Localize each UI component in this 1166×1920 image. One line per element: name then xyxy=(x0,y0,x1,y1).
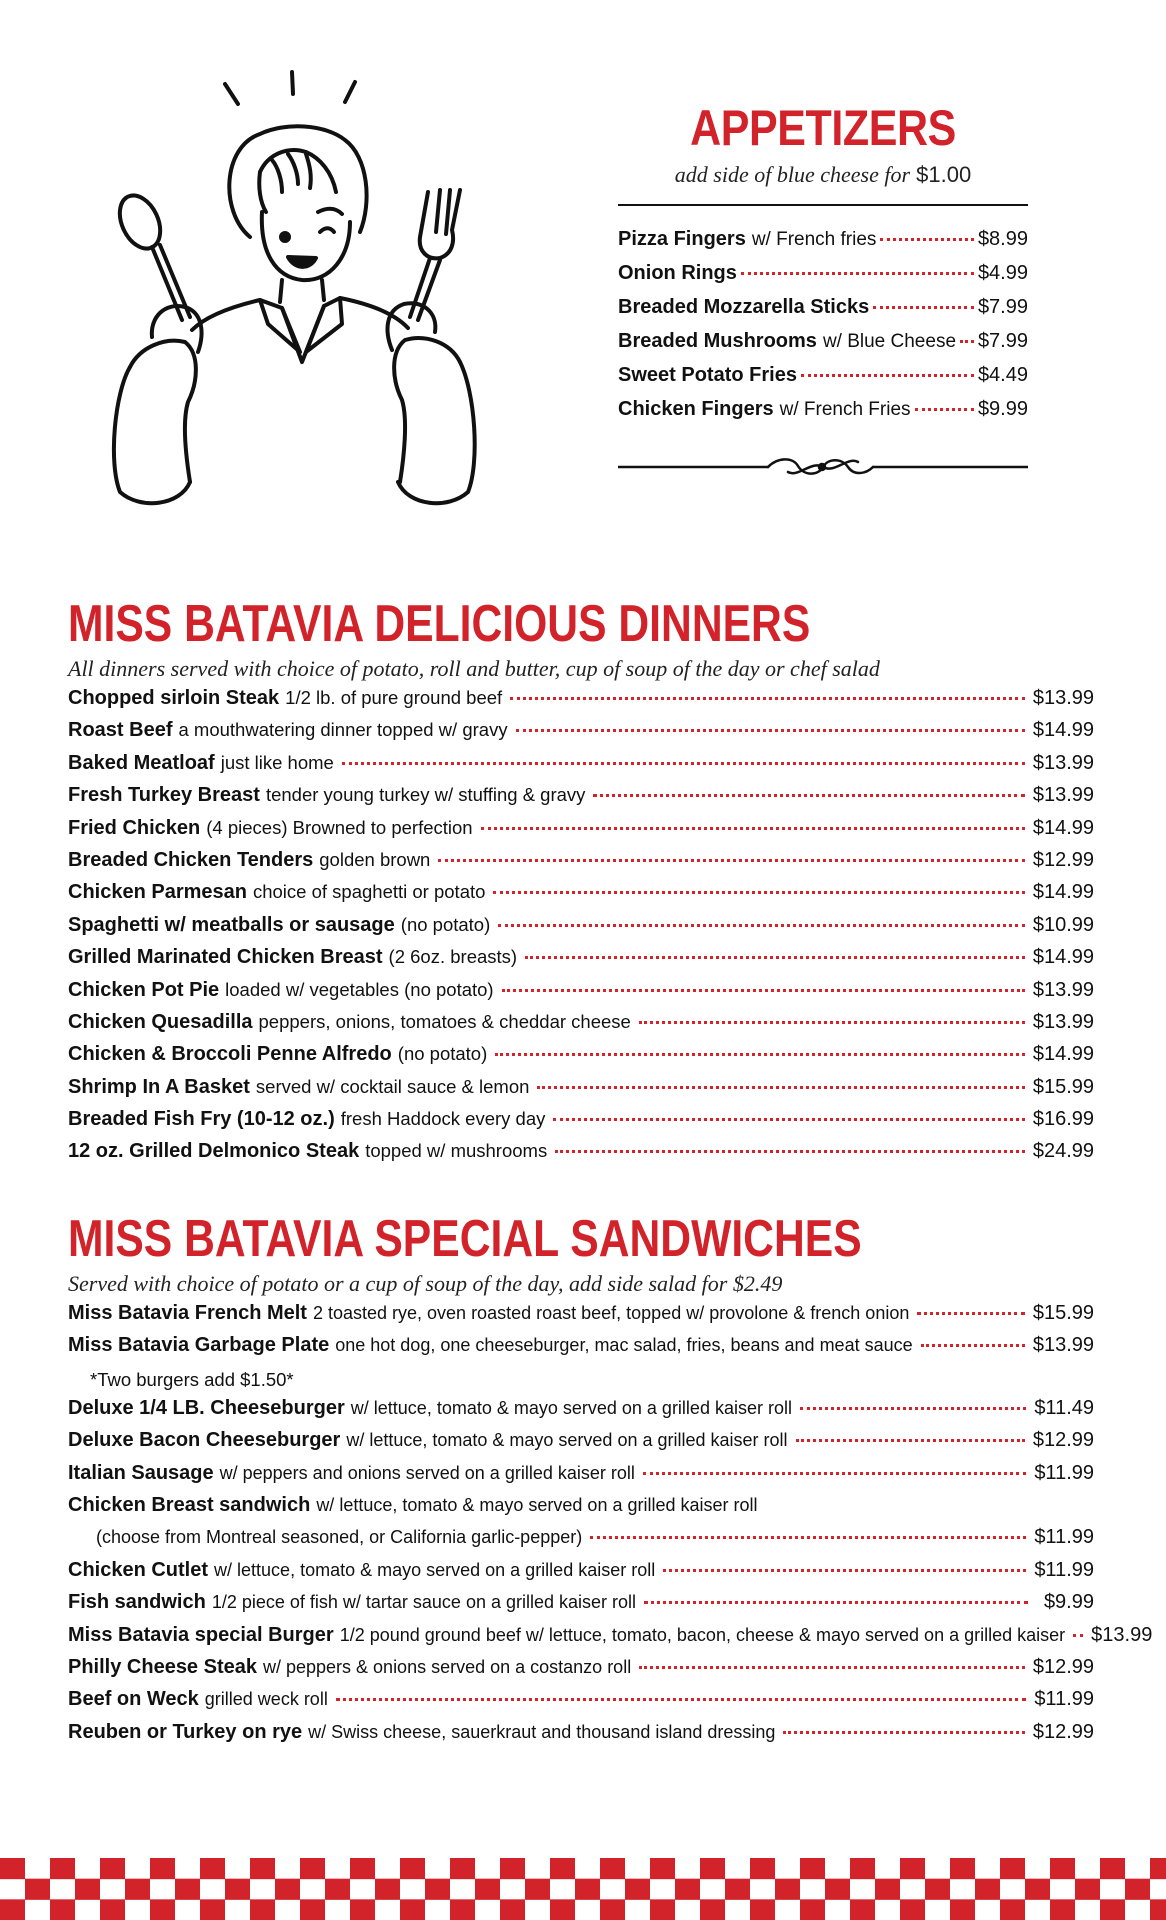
dinner-item xyxy=(68,784,1094,816)
checker-square xyxy=(850,1899,875,1920)
checker-square xyxy=(1125,1879,1150,1900)
appetizers-title: APPETIZERS xyxy=(690,100,956,156)
dinner-description: choice of spaghetti or potato xyxy=(252,881,486,903)
appetizer-name: Breaded Mozzarella Sticks xyxy=(618,296,870,318)
dinner-price: $10.99 xyxy=(1032,913,1094,936)
dinner-price: $13.99 xyxy=(1032,978,1094,1001)
dinner-item xyxy=(68,946,1094,978)
checker-square xyxy=(25,1879,50,1900)
checker-square xyxy=(400,1858,425,1879)
dinner-name: Baked Meatloaf xyxy=(68,751,215,774)
dinner-item xyxy=(68,1076,1094,1108)
checker-square xyxy=(350,1899,375,1920)
checker-square xyxy=(900,1899,925,1920)
dinner-item xyxy=(68,1043,1094,1075)
checker-square xyxy=(400,1899,425,1920)
appetizer-name: Pizza Fingers xyxy=(618,228,746,250)
checker-square xyxy=(800,1858,825,1879)
checker-square xyxy=(0,1899,25,1920)
dot-leader xyxy=(915,408,974,411)
checker-square xyxy=(1000,1858,1025,1879)
dinner-description: topped w/ mushrooms xyxy=(365,1140,548,1162)
checker-square xyxy=(1050,1899,1075,1920)
checker-square xyxy=(900,1858,925,1879)
sandwich-price: $11.99 xyxy=(1034,1461,1094,1484)
checker-square xyxy=(150,1858,175,1879)
appetizers-subtitle-price: $1.00 xyxy=(916,162,972,187)
dinner-description: a mouthwatering dinner topped w/ gravy xyxy=(178,719,508,741)
dinner-item xyxy=(68,752,1094,784)
dot-leader xyxy=(593,794,1024,797)
dinner-price: $12.99 xyxy=(1032,848,1094,871)
dinner-price: $14.99 xyxy=(1032,1043,1094,1066)
dot-leader xyxy=(639,1021,1025,1024)
checker-square xyxy=(600,1858,625,1879)
checker-square xyxy=(100,1899,125,1920)
sandwich-price: $11.99 xyxy=(1034,1526,1094,1549)
dot-leader xyxy=(590,1536,1026,1539)
checker-square xyxy=(1025,1879,1050,1900)
dot-leader xyxy=(800,1407,1026,1410)
dinner-description: loaded w/ vegetables (no potato) xyxy=(225,978,494,1000)
dinner-name: Fresh Turkey Breast xyxy=(68,784,260,807)
checker-square xyxy=(50,1858,75,1879)
sandwich-item xyxy=(68,1721,1094,1753)
sandwich-name: Deluxe Bacon Cheeseburger xyxy=(68,1429,341,1452)
checker-square xyxy=(1100,1858,1125,1879)
appetizer-description: w/ French Fries xyxy=(779,399,911,420)
sandwich-description: w/ peppers & onions served on a costanzo roll xyxy=(262,1656,632,1677)
sandwich-name: Miss Batavia special Burger xyxy=(68,1623,334,1646)
sandwich-price: $11.49 xyxy=(1034,1396,1094,1419)
dinners-title: MISS BATAVIA DELICIOUS DINNERS xyxy=(68,595,811,653)
dot-leader xyxy=(498,924,1025,927)
checker-square xyxy=(250,1899,275,1920)
sandwich-item-continued xyxy=(68,1526,1094,1558)
dinner-name: Chopped sirloin Steak xyxy=(68,687,280,709)
sandwich-name: Deluxe 1/4 LB. Cheeseburger xyxy=(68,1396,345,1419)
checker-square xyxy=(275,1879,300,1900)
sandwiches-list xyxy=(68,1302,1153,1753)
checker-square xyxy=(150,1899,175,1920)
dinner-item xyxy=(68,881,1094,913)
dinner-price: $14.99 xyxy=(1032,719,1094,742)
checker-square xyxy=(1050,1858,1075,1879)
appetizer-price: $7.99 xyxy=(977,296,1028,318)
sandwich-name: Miss Batavia Garbage Plate xyxy=(68,1334,330,1357)
dot-leader xyxy=(553,1118,1024,1121)
dinner-price: $14.99 xyxy=(1032,946,1094,969)
appetizers-section xyxy=(618,100,1028,432)
checker-square xyxy=(500,1858,525,1879)
appetizer-price: $7.99 xyxy=(977,330,1028,352)
dinner-name: Chicken & Broccoli Penne Alfredo xyxy=(68,1043,392,1066)
dot-leader xyxy=(481,827,1025,830)
sandwich-price: $15.99 xyxy=(1032,1302,1094,1324)
checker-square xyxy=(825,1879,850,1900)
sandwich-item xyxy=(68,1688,1094,1720)
checker-square xyxy=(450,1858,475,1879)
sandwich-name: Reuben or Turkey on rye xyxy=(68,1720,303,1743)
dinner-price: $24.99 xyxy=(1032,1140,1094,1163)
dinner-item xyxy=(68,1108,1094,1140)
checker-square xyxy=(850,1858,875,1879)
sandwich-item xyxy=(68,1494,1094,1526)
dot-leader xyxy=(921,1344,1025,1347)
dinner-name: 12 oz. Grilled Delmonico Steak xyxy=(68,1140,360,1163)
dinner-price: $16.99 xyxy=(1032,1108,1094,1131)
appetizer-name: Onion Rings xyxy=(618,262,737,284)
dot-leader xyxy=(502,989,1025,992)
sandwiches-section xyxy=(68,1210,1153,1753)
ornamental-flourish-icon xyxy=(618,452,1028,482)
checker-square xyxy=(675,1879,700,1900)
sandwich-name: Italian Sausage xyxy=(68,1461,214,1484)
appetizer-description: w/ French fries xyxy=(751,229,877,250)
dinner-description: tender young turkey w/ stuffing & gravy xyxy=(265,784,586,806)
checker-square xyxy=(1150,1899,1166,1920)
sandwich-name: Philly Cheese Steak xyxy=(68,1655,257,1678)
checker-square xyxy=(50,1899,75,1920)
dot-leader xyxy=(510,697,1025,700)
dinner-price: $14.99 xyxy=(1032,816,1094,839)
sandwich-price: $11.99 xyxy=(1034,1688,1094,1711)
sandwich-price: $13.99 xyxy=(1032,1334,1094,1357)
dot-leader xyxy=(493,891,1024,894)
checker-square xyxy=(1150,1858,1166,1879)
appetizer-price: $8.99 xyxy=(977,228,1028,250)
dot-leader xyxy=(525,956,1025,959)
checker-square xyxy=(175,1879,200,1900)
sandwich-description: one hot dog, one cheeseburger, mac salad, fries, beans and meat sauce xyxy=(335,1335,913,1356)
sandwich-name: Chicken Cutlet xyxy=(68,1558,209,1581)
sandwich-item xyxy=(68,1334,1094,1366)
dinners-section xyxy=(68,595,1094,1173)
dot-leader xyxy=(663,1569,1026,1572)
dinner-name: Fried Chicken xyxy=(68,816,201,839)
dinner-price: $14.99 xyxy=(1032,881,1094,904)
dinner-item xyxy=(68,1140,1094,1172)
dot-leader xyxy=(438,859,1024,862)
dinner-description: golden brown xyxy=(319,848,431,870)
checker-square xyxy=(200,1858,225,1879)
appetizer-item xyxy=(618,364,1028,398)
checker-square xyxy=(650,1899,675,1920)
sandwich-item xyxy=(68,1462,1094,1494)
dinner-item xyxy=(68,849,1094,881)
sandwich-item xyxy=(68,1623,1153,1656)
appetizer-item xyxy=(618,330,1028,364)
dot-leader xyxy=(801,374,974,377)
dinner-name: Breaded Chicken Tenders xyxy=(68,848,314,871)
dinner-name: Shrimp In A Basket xyxy=(68,1075,250,1098)
dinner-description: (4 pieces) Browned to perfection xyxy=(206,816,473,838)
dot-leader xyxy=(495,1053,1025,1056)
sandwich-name: Chicken Breast sandwich xyxy=(68,1493,311,1516)
checker-square xyxy=(950,1899,975,1920)
dinner-description: (no potato) xyxy=(397,1043,488,1065)
checker-square xyxy=(550,1899,575,1920)
dot-leader xyxy=(342,762,1025,765)
appetizer-name: Sweet Potato Fries xyxy=(618,364,797,386)
dot-leader xyxy=(643,1472,1026,1475)
appetizers-list xyxy=(618,228,1028,432)
checker-square xyxy=(650,1858,675,1879)
dinner-price: $13.99 xyxy=(1032,687,1094,709)
dot-leader xyxy=(644,1601,1028,1604)
checker-square xyxy=(925,1879,950,1900)
dinner-item xyxy=(68,914,1094,946)
dot-leader xyxy=(741,272,974,275)
checker-square xyxy=(325,1879,350,1900)
checker-square xyxy=(475,1879,500,1900)
dinner-price: $15.99 xyxy=(1032,1075,1094,1098)
appetizers-subtitle-text: add side of blue cheese for xyxy=(674,162,911,187)
checker-square xyxy=(700,1858,725,1879)
checker-square xyxy=(725,1879,750,1900)
dinner-price: $13.99 xyxy=(1032,784,1094,807)
dinner-description: just like home xyxy=(220,751,334,773)
checker-square xyxy=(500,1899,525,1920)
dinner-item xyxy=(68,979,1094,1011)
dot-leader xyxy=(639,1666,1025,1669)
dot-leader xyxy=(516,729,1025,732)
appetizer-price: $4.49 xyxy=(977,364,1028,386)
dinner-description: 1/2 lb. of pure ground beef xyxy=(285,687,503,708)
dinner-description: fresh Haddock every day xyxy=(340,1108,546,1130)
dot-leader xyxy=(1073,1634,1083,1637)
checker-square xyxy=(300,1899,325,1920)
dinner-price: $13.99 xyxy=(1032,751,1094,774)
sandwich-description: w/ lettuce, tomato & mayo served on a grilled kaiser roll xyxy=(346,1430,788,1451)
appetizer-name: Breaded Mushrooms xyxy=(618,330,817,352)
checker-square xyxy=(550,1858,575,1879)
sandwich-price: $12.99 xyxy=(1032,1429,1094,1452)
sandwich-description: 1/2 piece of fish w/ tartar sauce on a grilled kaiser roll xyxy=(211,1592,637,1613)
sandwich-item xyxy=(68,1302,1094,1334)
sandwich-price: $11.99 xyxy=(1034,1558,1094,1581)
dinner-item xyxy=(68,687,1094,719)
dot-leader xyxy=(537,1086,1024,1089)
checker-square xyxy=(1100,1899,1125,1920)
checker-square xyxy=(425,1879,450,1900)
dinner-name: Chicken Quesadilla xyxy=(68,1010,253,1033)
sandwich-price: $12.99 xyxy=(1032,1720,1094,1743)
checker-square xyxy=(525,1879,550,1900)
dinner-name: Spaghetti w/ meatballs or sausage xyxy=(68,913,395,936)
dinner-name: Grilled Marinated Chicken Breast xyxy=(68,946,383,969)
checker-square xyxy=(700,1899,725,1920)
dinner-description: served w/ cocktail sauce & lemon xyxy=(255,1075,530,1097)
dinner-item xyxy=(68,817,1094,849)
sandwich-description: w/ lettuce, tomato & mayo served on a grilled kaiser roll xyxy=(316,1494,758,1515)
sandwich-description-line2: (choose from Montreal seasoned, or California garlic-pepper) xyxy=(96,1527,583,1548)
sandwich-item xyxy=(68,1656,1094,1688)
checker-square xyxy=(800,1899,825,1920)
sandwich-name: Fish sandwich xyxy=(68,1591,206,1614)
dinner-name: Chicken Parmesan xyxy=(68,881,247,904)
sandwich-price: $9.99 xyxy=(1043,1591,1094,1614)
checker-square xyxy=(200,1899,225,1920)
dinners-list xyxy=(68,687,1094,1173)
checker-square xyxy=(750,1858,775,1879)
sandwich-item xyxy=(68,1429,1094,1461)
dot-leader xyxy=(917,1312,1024,1315)
sandwich-price: $13.99 xyxy=(1091,1623,1153,1646)
sandwiches-title: MISS BATAVIA SPECIAL SANDWICHES xyxy=(68,1210,862,1268)
sandwich-name: Beef on Weck xyxy=(68,1688,199,1711)
appetizer-name: Chicken Fingers xyxy=(618,398,774,420)
checker-square xyxy=(350,1858,375,1879)
appetizer-price: $9.99 xyxy=(977,398,1028,420)
checker-square xyxy=(125,1879,150,1900)
appetizer-description: w/ Blue Cheese xyxy=(822,331,957,352)
sandwiches-subtitle: Served with choice of potato or a cup of soup of the day, add side salad for $2.49 xyxy=(68,1271,783,1296)
appetizer-item xyxy=(618,228,1028,262)
sandwich-item xyxy=(68,1397,1094,1429)
dot-leader xyxy=(873,306,974,309)
checkered-border xyxy=(0,1858,1166,1920)
dinner-item xyxy=(68,719,1094,751)
dinner-price: $13.99 xyxy=(1032,1010,1094,1033)
appetizer-item xyxy=(618,296,1028,330)
sandwich-price: $12.99 xyxy=(1032,1655,1094,1678)
appetizer-item xyxy=(618,398,1028,432)
dinner-name: Roast Beef xyxy=(68,719,173,742)
checker-square xyxy=(1000,1899,1025,1920)
sandwich-description: grilled weck roll xyxy=(204,1689,328,1710)
checker-square xyxy=(250,1858,275,1879)
dot-leader xyxy=(960,340,974,343)
sandwich-description: w/ lettuce, tomato & mayo served on a grilled kaiser roll xyxy=(350,1397,792,1418)
checker-square xyxy=(1075,1879,1100,1900)
checker-square xyxy=(750,1899,775,1920)
sandwich-description: w/ lettuce, tomato & mayo served on a grilled kaiser roll xyxy=(214,1559,656,1580)
dot-leader xyxy=(880,238,974,241)
dot-leader xyxy=(555,1150,1025,1153)
dinner-item xyxy=(68,1011,1094,1043)
checker-square xyxy=(75,1879,100,1900)
sandwich-item xyxy=(68,1591,1094,1623)
checker-square xyxy=(875,1879,900,1900)
sandwich-note: *Two burgers add $1.50* xyxy=(90,1368,294,1390)
dot-leader xyxy=(796,1439,1025,1442)
dot-leader xyxy=(783,1731,1024,1734)
dinner-description: (no potato) xyxy=(400,913,491,935)
appetizers-divider xyxy=(618,204,1028,206)
dinners-subtitle: All dinners served with choice of potato, roll and butter, cup of soup of the day or chef salad xyxy=(68,656,880,681)
checker-square xyxy=(100,1858,125,1879)
checker-square xyxy=(225,1879,250,1900)
sandwich-description: 1/2 pound ground beef w/ lettuce, tomato, bacon, cheese & mayo served on a grilled kaiser xyxy=(339,1624,1066,1645)
sandwich-name: Miss Batavia French Melt xyxy=(68,1302,307,1324)
checker-square xyxy=(775,1879,800,1900)
appetizer-price: $4.99 xyxy=(977,262,1028,284)
dinner-name: Breaded Fish Fry (10-12 oz.) xyxy=(68,1108,335,1131)
checker-square xyxy=(625,1879,650,1900)
dinner-description: peppers, onions, tomatoes & cheddar cheese xyxy=(258,1010,631,1032)
sandwich-item xyxy=(68,1559,1094,1591)
checker-square xyxy=(950,1858,975,1879)
checker-square xyxy=(600,1899,625,1920)
dot-leader xyxy=(336,1698,1026,1701)
sandwich-description: w/ Swiss cheese, sauerkraut and thousand island dressing xyxy=(308,1721,776,1742)
checker-square xyxy=(975,1879,1000,1900)
dinner-description: (2 6oz. breasts) xyxy=(388,946,518,968)
sandwich-description: w/ peppers and onions served on a grilled kaiser roll xyxy=(219,1462,635,1483)
appetizers-subtitle xyxy=(618,162,1028,188)
dinner-name: Chicken Pot Pie xyxy=(68,978,220,1001)
checker-square xyxy=(375,1879,400,1900)
checker-square xyxy=(0,1858,25,1879)
appetizer-item xyxy=(618,262,1028,296)
chef-with-spoon-and-fork-icon xyxy=(110,62,480,512)
checker-square xyxy=(450,1899,475,1920)
checker-square xyxy=(300,1858,325,1879)
checker-square xyxy=(575,1879,600,1900)
sandwich-description: 2 toasted rye, oven roasted roast beef, topped w/ provolone & french onion xyxy=(312,1303,910,1323)
